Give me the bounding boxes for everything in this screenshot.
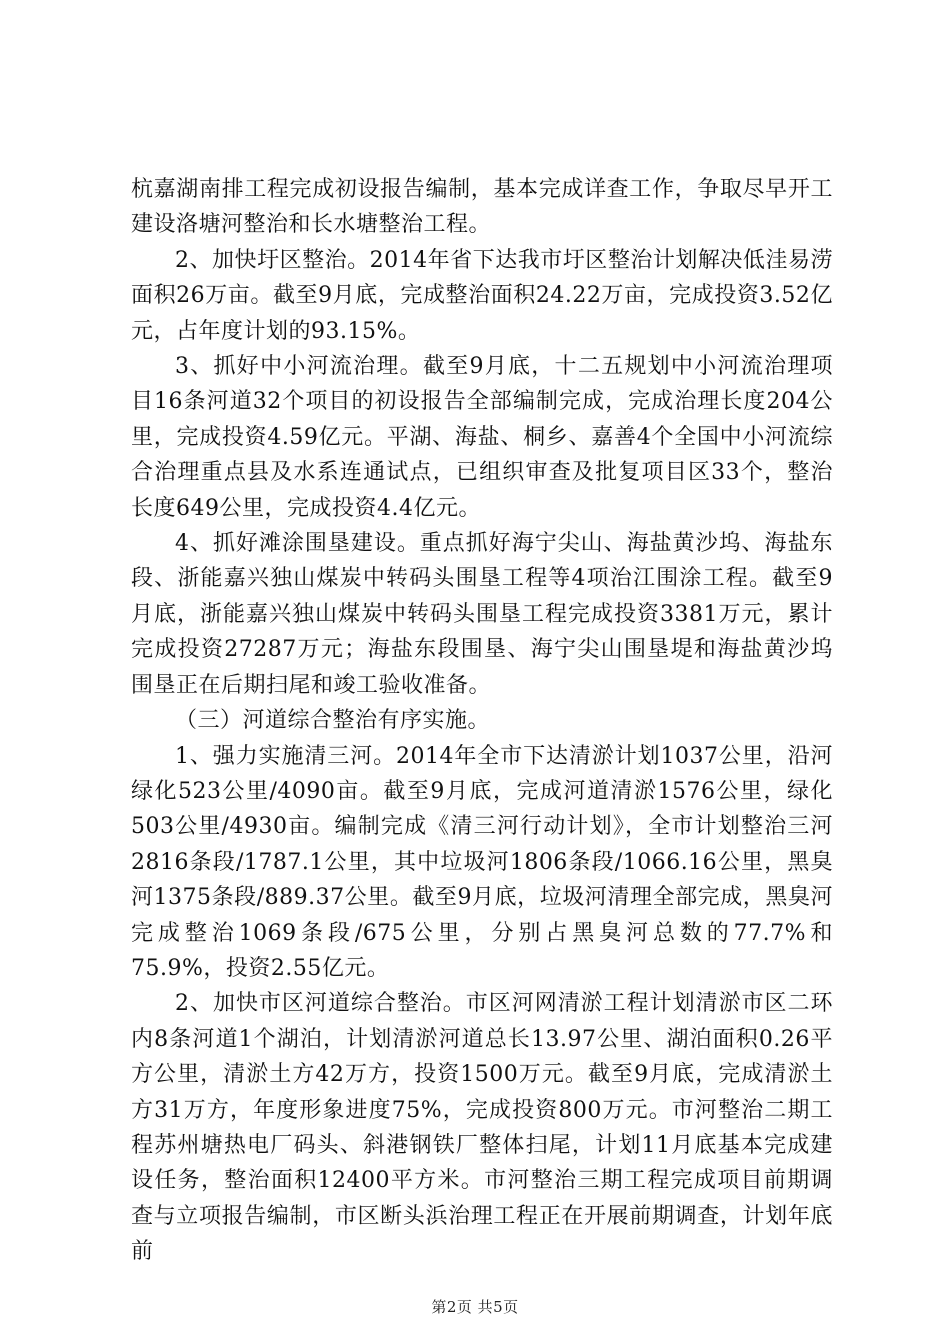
page-number-footer: 第2页 共5页 [431, 1298, 519, 1316]
paragraph-three-rivers-cleanup: 1、强力实施清三河。2014年全市下达清淤计划1037公里，沿河绿化523公里/4090亩。截至9月底，完成河道清淤1576公里，绿化503公里/4930亩。编制完成《清三河行动计划》，全市计划整治三河2816条段/1787.1公里，其中垃圾河1806条段/1066.16公里，黑臭河1375条段/889.37公里。截至9月底，垃圾河清理全部完成，黑臭河完成整治1069条段/675公里，分别占黑臭河总数的77.7%和75.9%，投资2.55亿元。 [131, 743, 833, 981]
section-heading: （三）河道综合整治有序实施。 [175, 708, 491, 734]
paragraph-urban-river-renovation: 2、加快市区河道综合整治。市区河网清淤工程计划清淤市区二环内8条河道1个湖泊，计划清淤河道总长13.97公里、湖泊面积0.26平方公里，清淤土方42万方，投资1500万元。截至9月底，完成清淤土方31万方，年度形象进度75%，完成投资800万元。市河整治二期工程苏州塘热电厂码头、斜港钢铁厂整体扫尾，计划11月底基本完成建设任务，整治面积12400平方米。市河整治三期工程完成项目前期调查与立项报告编制，市区断头浜治理工程正在开展前期调查，计划年底前 [131, 991, 833, 1265]
paragraph-continuation: 杭嘉湖南排工程完成初设报告编制，基本完成详查工作，争取尽早开工建设洛塘河整治和长水塘整治工程。 [131, 177, 833, 238]
paragraph-small-river-governance: 3、抓好中小河流治理。截至9月底，十二五规划中小河流治理项目16条河道32个项目的初设报告全部编制完成，完成治理长度204公里，完成投资4.59亿元。平湖、海盐、桐乡、嘉善4个全国中小河流综合治理重点县及水系连通试点，已组织审查及批复项目区33个，整治长度649公里，完成投资4.4亿元。 [131, 354, 833, 521]
paragraph-polder-renovation: 2、加快圩区整治。2014年省下达我市圩区整治计划解决低洼易涝面积26万亩。截至9月底，完成整治面积24.22万亩，完成投资3.52亿元，占年度计划的93.15%。 [131, 247, 833, 344]
document-body [131, 172, 833, 1270]
paragraph-tidal-flat-reclamation: 4、抓好滩涂围垦建设。重点抓好海宁尖山、海盐黄沙坞、海盐东段、浙能嘉兴独山煤炭中转码头围垦工程等4项治江围涂工程。截至9月底，浙能嘉兴独山煤炭中转码头围垦工程完成投资3381万元，累计完成投资27287万元；海盐东段围垦、海宁尖山围垦堤和海盐黄沙坞围垦正在后期扫尾和竣工验收准备。 [131, 531, 833, 698]
